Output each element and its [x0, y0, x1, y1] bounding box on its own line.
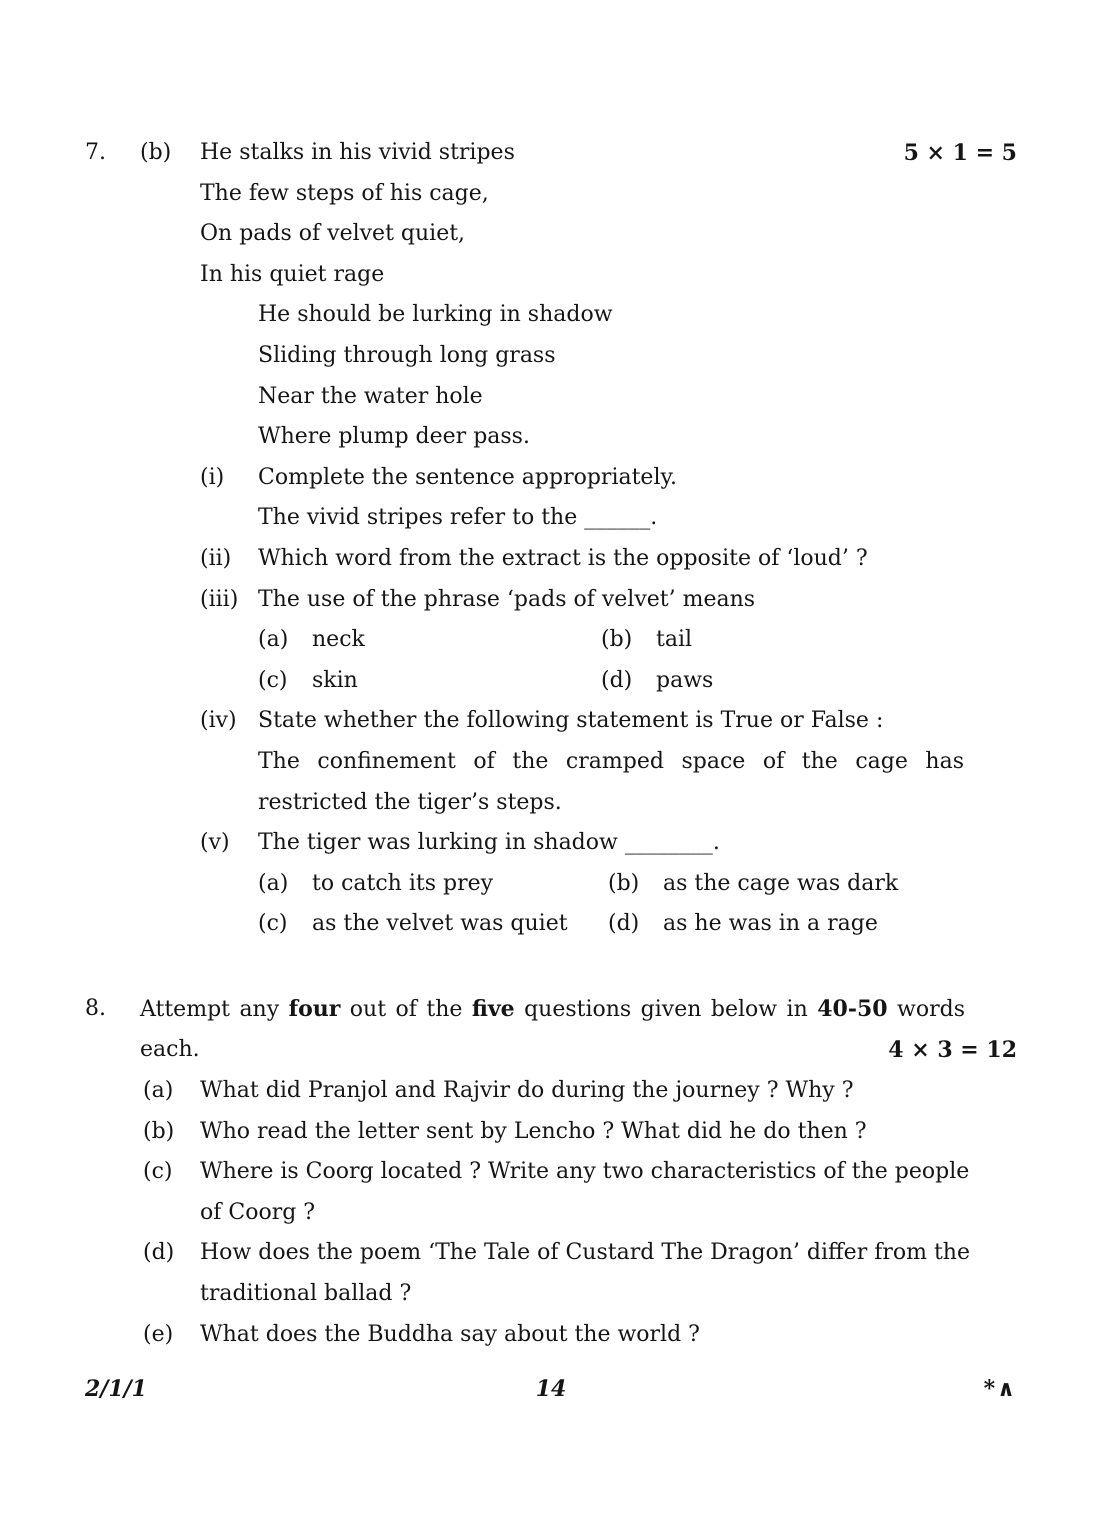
poem-line: The few steps of his cage,	[200, 180, 489, 206]
item-text: Who read the letter sent by Lencho ? What did he do then ?	[200, 1118, 867, 1144]
poem-line: Near the water hole	[258, 383, 483, 409]
q8-number: 8.	[85, 995, 106, 1021]
item-label: (c)	[143, 1159, 173, 1185]
q7-part-label: (b)	[140, 140, 172, 165]
option-text: paws	[656, 667, 714, 693]
q7-first-row	[85, 133, 1017, 174]
q7-sub-v-options-row1	[258, 864, 1017, 905]
poem-line: In his quiet rage	[200, 261, 385, 287]
q8-intro-line1	[140, 989, 965, 1031]
q7-sub-v	[200, 823, 1017, 864]
spacer	[515, 133, 904, 174]
q8-intro-bold-words: 40-50	[817, 995, 888, 1022]
item-text: What did Pranjol and Rajvir do during the journey ? Why ?	[200, 1078, 854, 1104]
item-text-line1: Where is Coorg located ? Write any two characteristics of the people	[200, 1159, 970, 1185]
item-text	[200, 1152, 970, 1233]
sub-text: Which word from the extract is the opposite of ‘loud’ ?	[258, 545, 868, 571]
poem-line: He stalks in his vivid stripes	[200, 140, 515, 165]
option-text: as the cage was dark	[663, 870, 899, 896]
q8-intro-each: each.	[140, 1037, 200, 1063]
poem-line: Sliding through long grass	[258, 342, 556, 368]
q8-intro	[85, 989, 1017, 1071]
item-text-line2: traditional ballad ?	[200, 1281, 412, 1307]
q8-item-a	[143, 1071, 1017, 1112]
poem-line: On pads of velvet quiet,	[200, 221, 466, 247]
option-label: (c)	[258, 667, 288, 693]
q7-sub-iv-statement-line2: restricted the tiger’s steps.	[258, 789, 562, 815]
q7-sub-iv	[200, 701, 1017, 742]
q7-sub-iv-statement-line1: The confinement of the cramped space of the cage has	[258, 748, 964, 774]
footer-mark: *∧	[983, 1376, 1017, 1402]
item-label: (d)	[143, 1240, 175, 1266]
q7-sub-iii-options-row2	[258, 661, 1017, 702]
q8-item-b	[143, 1112, 1017, 1153]
sub-label: (iii)	[200, 586, 239, 612]
poem-line: Where plump deer pass.	[258, 424, 530, 450]
q8-intro-bold-four: four	[288, 995, 341, 1022]
q8-intro-text: words	[887, 996, 965, 1022]
q7-number: 7.	[85, 140, 106, 165]
page-number: 14	[535, 1376, 567, 1402]
sub-text: Complete the sentence appropriately.	[258, 464, 677, 490]
q7-marks: 5 × 1 = 5	[903, 140, 1017, 166]
q8-intro-body	[140, 989, 1017, 1071]
q7-sub-v-options-row2	[258, 904, 1017, 945]
paper-code: 2/1/1	[85, 1376, 147, 1402]
q8-marks: 4 × 3 = 12	[888, 1037, 1017, 1064]
option-text: skin	[312, 667, 358, 693]
option-label: (a)	[258, 870, 289, 896]
item-text: What does the Buddha say about the world ?	[200, 1321, 700, 1347]
option-label: (b)	[601, 627, 633, 653]
item-text-line1: How does the poem ‘The Tale of Custard The Dragon’ differ from the	[200, 1240, 970, 1266]
option-label: (c)	[258, 911, 288, 937]
q8-intro-bold-five: five	[471, 995, 515, 1022]
q7-sub-ii	[200, 539, 1017, 580]
q8-intro-line2	[140, 1030, 1017, 1071]
q8-intro-text: out of the	[340, 996, 472, 1022]
poem-line: He should be lurking in shadow	[258, 302, 613, 328]
option-text: as he was in a rage	[663, 911, 878, 937]
item-label: (e)	[143, 1321, 174, 1347]
sub-label: (ii)	[200, 545, 232, 571]
sub-label: (i)	[200, 464, 225, 490]
q8-intro-text: Attempt any	[140, 996, 289, 1022]
sub-text: The tiger was lurking in shadow ________.	[258, 830, 720, 856]
option-label: (d)	[608, 911, 640, 937]
q7-sub-iii	[200, 580, 1017, 621]
option-text: to catch its prey	[312, 870, 494, 896]
q7-sub-i-sentence: The vivid stripes refer to the ______.	[258, 505, 658, 531]
q8-intro-text: questions given below in	[514, 996, 818, 1022]
item-text-line2: of Coorg ?	[200, 1199, 316, 1225]
option-label: (a)	[258, 627, 289, 653]
sub-text: The use of the phrase ‘pads of velvet’ means	[258, 586, 756, 612]
q7-sub-i	[200, 458, 1017, 499]
option-text: neck	[312, 627, 365, 653]
option-label: (b)	[608, 870, 640, 896]
sub-label: (iv)	[200, 708, 237, 734]
option-text: as the velvet was quiet	[312, 911, 568, 937]
q8-item-c	[143, 1152, 1017, 1233]
item-label: (a)	[143, 1078, 174, 1104]
option-text: tail	[656, 627, 693, 653]
q8-item-d	[143, 1233, 1017, 1314]
item-text	[200, 1233, 970, 1314]
option-label: (d)	[601, 667, 633, 693]
q8-item-e	[143, 1315, 1017, 1356]
sub-label: (v)	[200, 830, 230, 856]
item-label: (b)	[143, 1118, 175, 1144]
q7-sub-iii-options-row1	[258, 620, 1017, 661]
sub-text: State whether the following statement is True or False :	[258, 708, 884, 734]
